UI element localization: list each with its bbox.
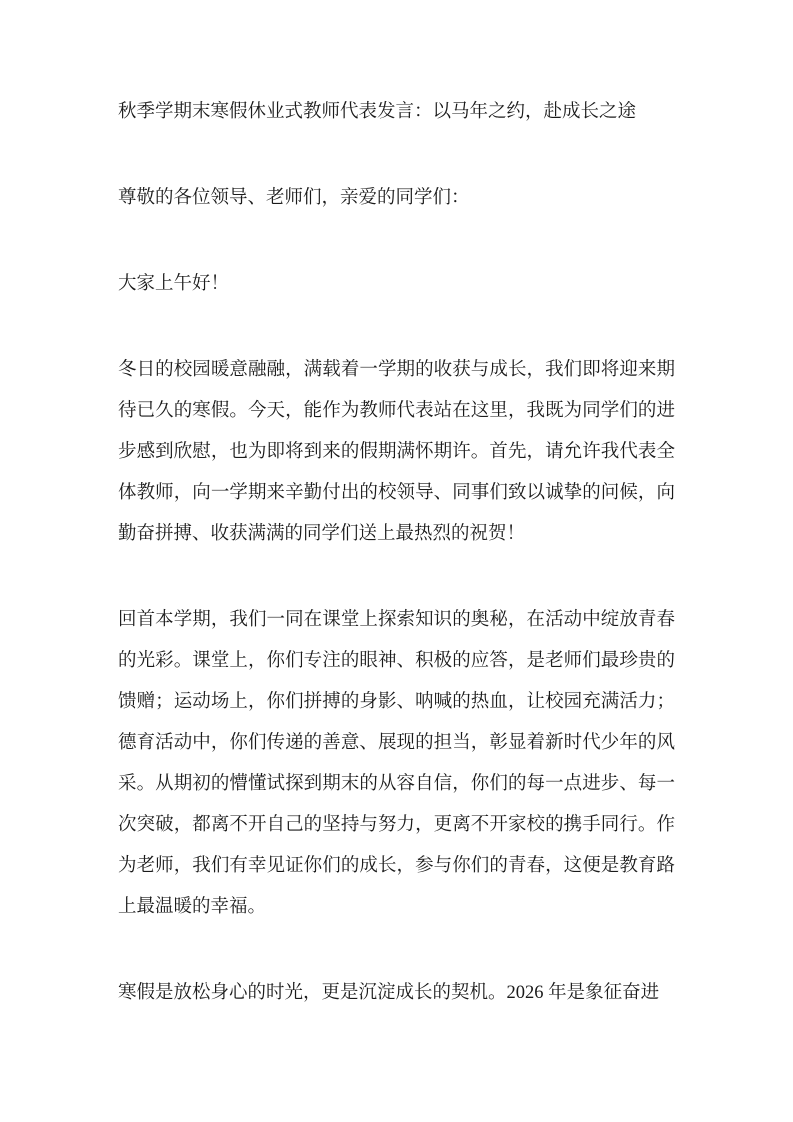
greeting-line: 大家上午好！ bbox=[118, 274, 230, 294]
body-paragraph-1: 冬日的校园暖意融融，满载着一学期的收获与成长，我们即将迎来期待已久的寒假。今天，能作为教师代表站在这里，我既为同学们的进步感到欣慰，也为即将到来的假期满怀期许。首先，请允许我代表全体教师，向一学期来辛勤付出的校领导、同事们致以诚挚的问候，向勤奋拼搏、收获满满的同学们送上最热烈的祝贺！ bbox=[118, 360, 675, 544]
document-title: 秋季学期末寒假休业式教师代表发言：以马年之约，赴成长之途 bbox=[118, 102, 637, 122]
salutation-line: 尊敬的各位领导、老师们，亲爱的同学们： bbox=[118, 188, 470, 208]
body-paragraph-3: 寒假是放松身心的时光，更是沉淀成长的契机。2026 年是象征奋进 bbox=[118, 983, 660, 1003]
body-paragraph-2: 回首本学期，我们一同在课堂上探索知识的奥秘，在活动中绽放青春的光彩。课堂上，你们专注的眼神、积极的应答，是老师们最珍贵的馈赠；运动场上，你们拼搏的身影、呐喊的热血，让校园充满活力；德育活动中，你们传递的善意、展现的担当，彰显着新时代少年的风采。从期初的懵懂试探到期末的从容自信，你们的每一点进步、每一次突破，都离不开自己的坚持与努力，更离不开家校的携手同行。作为老师，我们有幸见证你们的成长，参与你们的青春，这便是教育路上最温暖的幸福。 bbox=[118, 610, 675, 917]
